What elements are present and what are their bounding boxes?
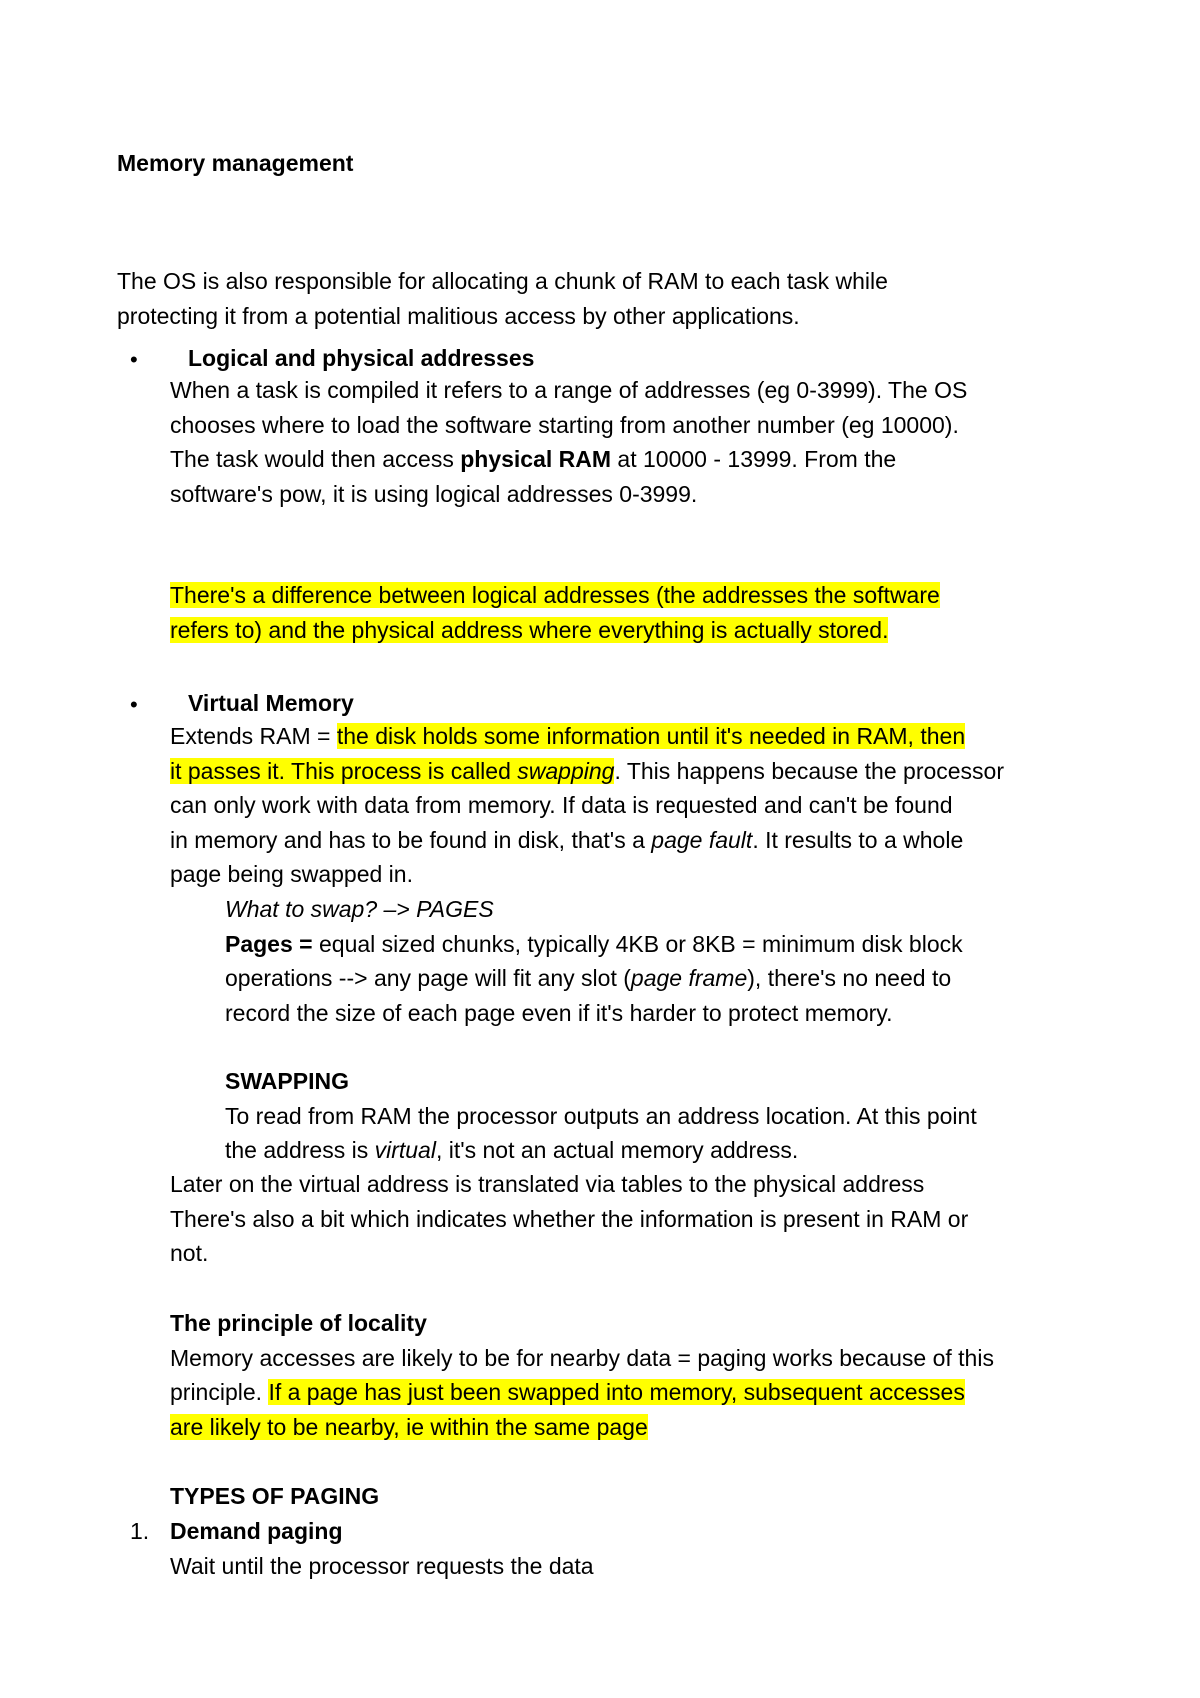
body-line: To read from RAM the processor outputs an address location. At this point xyxy=(225,1102,977,1129)
subsection-heading-types: TYPES OF PAGING xyxy=(170,1483,380,1509)
body-line: it passes it. This process is called swapping. This happens because the processor xyxy=(170,757,1005,784)
locality-subsection xyxy=(170,1306,1170,1444)
italic-term: virtual xyxy=(374,1137,436,1164)
body-line: Wait until the processor requests the data xyxy=(170,1552,594,1579)
page-title: Memory management xyxy=(117,150,354,176)
body-line: Memory accesses are likely to be for nearby data = paging works because of this xyxy=(170,1344,994,1371)
intro-paragraph xyxy=(117,264,1117,333)
section-heading-virtual-memory: Virtual Memory xyxy=(188,690,354,716)
bold-term: Pages = xyxy=(225,930,313,957)
body-line: chooses where to load the software starting from another number (eg 10000). xyxy=(170,411,959,438)
bullet-icon: • xyxy=(130,692,138,717)
subsection-heading-locality: The principle of locality xyxy=(170,1310,427,1336)
what-to-swap-line: What to swap? –> PAGES xyxy=(225,896,494,922)
section-heading-logical-physical: Logical and physical addresses xyxy=(188,345,535,371)
bold-term: physical RAM xyxy=(460,446,612,473)
body-line: software's pow, it is using logical addresses 0-3999. xyxy=(170,480,698,507)
translation-paragraph xyxy=(170,1167,1170,1271)
intro-line: protecting it from a potential malitious access by other applications. xyxy=(117,302,800,329)
body-line: Later on the virtual address is translated via tables to the physical address xyxy=(170,1171,925,1197)
body-line: record the size of each page even if it's harder to protect memory. xyxy=(225,999,893,1026)
body-line: When a task is compiled it refers to a range of addresses (eg 0-3999). The OS xyxy=(170,377,968,403)
list-item-heading: Demand paging xyxy=(170,1518,343,1544)
swapping-subsection xyxy=(225,1064,1200,1168)
body-line: principle. If a page has just been swapped into memory, subsequent accesses xyxy=(170,1379,965,1406)
list-number: 1. xyxy=(130,1518,150,1544)
highlighted-text: the disk holds some information until it's needed in RAM, then xyxy=(336,723,966,749)
body-line: Pages = equal sized chunks, typically 4KB or 8KB = minimum disk block xyxy=(225,930,963,957)
body-line: The task would then access physical RAM at 10000 - 13999. From the xyxy=(170,446,897,473)
highlight-note xyxy=(170,578,1170,647)
highlighted-text: There's a difference between logical addresses (the addresses the software xyxy=(170,582,940,608)
body-line: can only work with data from memory. If data is requested and can't be found xyxy=(170,792,953,819)
body-line: There's also a bit which indicates whether the information is present in RAM or xyxy=(170,1205,969,1232)
pages-subsection xyxy=(225,892,1200,1030)
highlighted-text: refers to) and the physical address where everything is actually stored. xyxy=(170,616,889,643)
highlighted-text: are likely to be nearby, ie within the same page xyxy=(170,1413,648,1440)
types-of-paging-subsection xyxy=(170,1479,1170,1514)
subsection-heading-swapping: SWAPPING xyxy=(225,1068,349,1094)
body-line xyxy=(170,1410,1170,1445)
demand-paging-item xyxy=(170,1514,1170,1583)
section-body-virtual-memory xyxy=(170,719,1170,892)
intro-line: The OS is also responsible for allocating a chunk of RAM to each task while xyxy=(117,268,888,294)
highlighted-text: it passes it. This process is called swapping xyxy=(170,757,615,784)
italic-term: page frame xyxy=(630,965,748,992)
body-line: page being swapped in. xyxy=(170,861,413,888)
bullet-icon: • xyxy=(130,347,138,372)
body-line: operations --> any page will fit any slot (page frame), there's no need to xyxy=(225,965,952,992)
highlighted-text: If a page has just been swapped into memory, subsequent accesses xyxy=(268,1379,965,1406)
body-line: not. xyxy=(170,1240,209,1267)
body-line: in memory and has to be found in disk, that's a page fault. It results to a whole xyxy=(170,826,964,853)
body-line: Extends RAM = the disk holds some information until it's needed in RAM, then xyxy=(170,723,966,749)
section-body-logical-physical xyxy=(170,373,1170,511)
body-line: the address is virtual, it's not an actual memory address. xyxy=(225,1137,799,1164)
italic-term: page fault xyxy=(651,826,753,853)
